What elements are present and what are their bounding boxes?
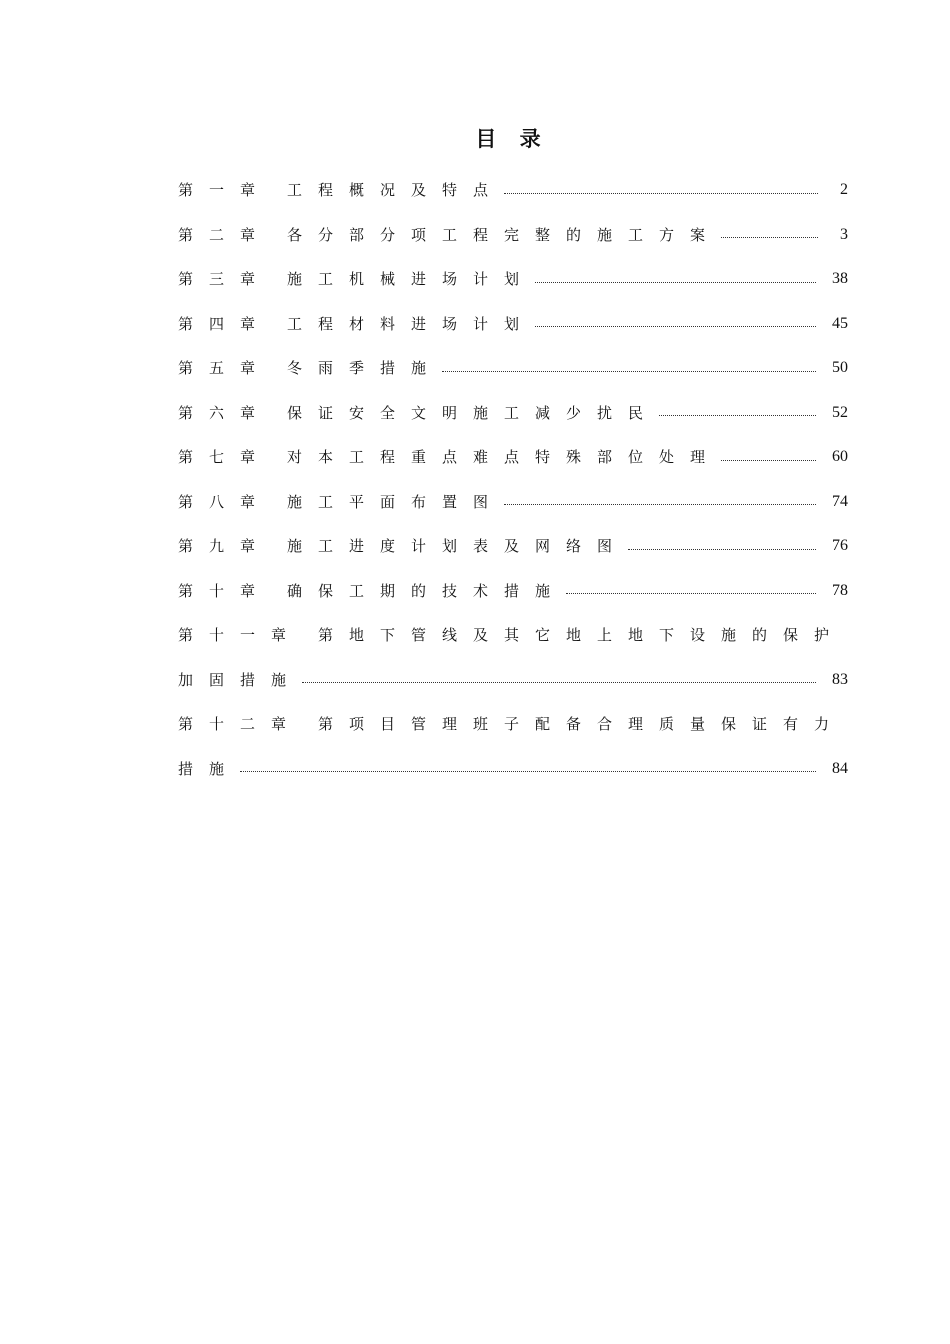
dot-leader: [721, 237, 818, 238]
toc-entry[interactable]: [178, 569, 848, 614]
page-number: 60: [832, 448, 848, 466]
entry-title: 对本工程重点难点特殊部位处理: [287, 448, 722, 467]
chapter-label: 第七章: [178, 448, 272, 467]
entry-title: 施工机械进场计划: [287, 270, 536, 289]
page-number: 78: [832, 581, 848, 599]
page-number: 52: [832, 403, 848, 421]
chapter-label: 第三章: [178, 270, 272, 289]
entry-title: 保证安全文明施工减少扰民: [287, 403, 660, 422]
dot-leader: [302, 682, 816, 683]
entry-title: 施工平面布置图: [287, 492, 505, 511]
dot-leader: [566, 593, 816, 594]
page-number: 45: [832, 314, 848, 332]
toc-entry[interactable]: [178, 524, 848, 569]
entry-title: 各分部分项工程完整的施工方案: [287, 225, 722, 244]
dot-leader: [504, 193, 818, 194]
chapter-label: 第五章: [178, 359, 272, 378]
page-number: 2: [840, 181, 848, 199]
toc-entry-line2[interactable]: [178, 747, 848, 792]
toc-entry[interactable]: [178, 213, 848, 258]
toc-list: [178, 168, 848, 791]
toc-entry[interactable]: [178, 168, 848, 213]
dot-leader: [240, 771, 816, 772]
toc-entry[interactable]: [178, 302, 848, 347]
dot-leader: [628, 549, 816, 550]
entry-title: 第项目管理班子配备合理质量保证有力: [318, 715, 846, 734]
chapter-label: 第二章: [178, 225, 272, 244]
entry-title: 工程概况及特点: [287, 181, 505, 200]
page-number: 38: [832, 270, 848, 288]
entry-title: 工程材料进场计划: [287, 314, 536, 333]
chapter-label: 第十章: [178, 581, 272, 600]
toc-entry[interactable]: [178, 435, 848, 480]
dot-leader: [535, 326, 816, 327]
dot-leader: [442, 371, 816, 372]
page-number: 83: [832, 670, 848, 688]
chapter-label: 第四章: [178, 314, 272, 333]
entry-title: 确保工期的技术措施: [287, 581, 567, 600]
chapter-label: 第九章: [178, 537, 272, 556]
toc-entry-line1[interactable]: [178, 613, 848, 658]
entry-title-continued: 加固措施: [178, 670, 303, 689]
toc-entry-line2[interactable]: [178, 658, 848, 703]
chapter-label: 第十二章: [178, 715, 303, 734]
entry-title: 施工进度计划表及网络图: [287, 537, 629, 556]
dot-leader: [659, 415, 816, 416]
toc-entry[interactable]: [178, 391, 848, 436]
dot-leader: [721, 460, 816, 461]
page-number: 74: [832, 492, 848, 510]
entry-title: 冬雨季措施: [287, 359, 443, 378]
chapter-label: 第六章: [178, 403, 272, 422]
entry-title-continued: 措施: [178, 759, 241, 778]
chapter-label: 第八章: [178, 492, 272, 511]
page-number: 76: [832, 537, 848, 555]
dot-leader: [504, 504, 816, 505]
dot-leader: [535, 282, 816, 283]
page-number: 84: [832, 759, 848, 777]
toc-entry[interactable]: [178, 480, 848, 525]
toc-entry-line1[interactable]: [178, 702, 848, 747]
chapter-label: 第十一章: [178, 626, 303, 645]
toc-entry[interactable]: [178, 346, 848, 391]
entry-title: 第地下管线及其它地上地下设施的保护: [318, 626, 846, 645]
page-number: 3: [840, 225, 848, 243]
toc-entry[interactable]: [178, 257, 848, 302]
page-number: 50: [832, 359, 848, 377]
chapter-label: 第一章: [178, 181, 272, 200]
toc-title: 目 录: [475, 126, 549, 151]
